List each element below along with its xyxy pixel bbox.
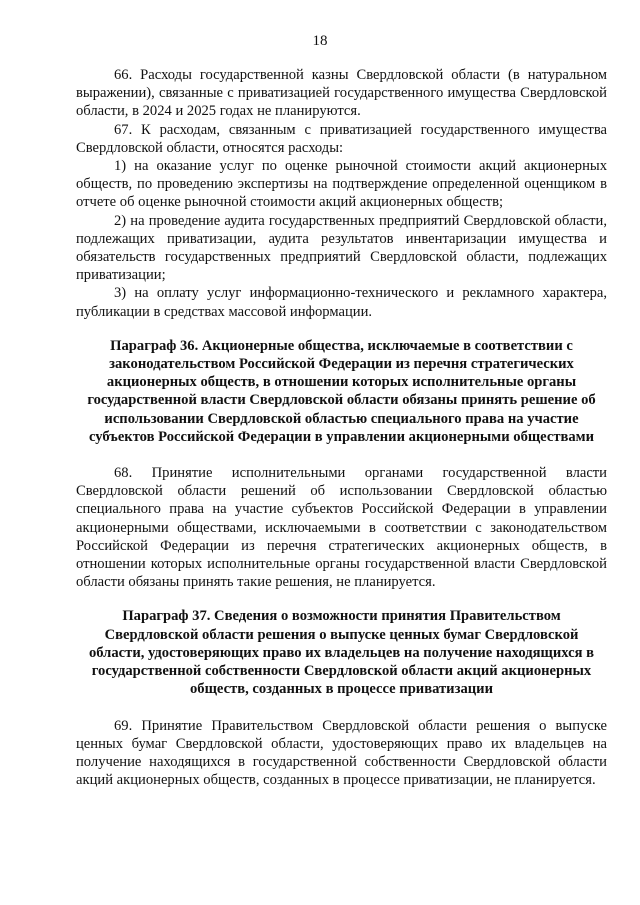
spacer <box>76 321 607 337</box>
paragraph-69: 69. Принятие Правительством Свердловской области решения о выпуске ценных бумаг Свердловской области, удостоверяющих право их владельцев на получение находящихся в государственной собственности Свердловской области акций акционерных обществ, созданных в процессе приватизации, не планируется. <box>76 717 607 789</box>
spacer <box>76 699 607 717</box>
spacer <box>76 446 607 464</box>
section-36-heading: Параграф 36. Акционерные общества, исключаемые в соответствии с законодательством Российской Федерации из перечня стратегических акционерных обществ, в отношении которых исполнительные органы государственной власти Свердловской области обязаны принять решение об использовании Свердловской областью специального права на участие субъектов Российской Федерации в управлении акционерными обществами <box>87 337 596 445</box>
paragraph-68: 68. Принятие исполнительными органами государственной власти Свердловской области решений об использовании Свердловской областью специального права на участие субъектов Российской Федерации в управлении акционерными обществами, исключаемыми в соответствии с законодательством Российской Федерации из перечня стратегических акционерных обществ, в отношении которых исполнительные органы государственной власти Свердловской области обязаны принять такие решения, не планируется. <box>76 465 607 591</box>
list-item-3: 3) на оплату услуг информационно-технического и рекламного характера, публикации в средствах массовой информации. <box>76 285 607 320</box>
document-body <box>76 66 607 789</box>
spacer <box>76 591 607 607</box>
list-item-2: 2) на проведение аудита государственных предприятий Свердловской области, подлежащих приватизации, аудита результатов инвентаризации имущества и обязательств государственных предприятий Свердловской области, подлежащих приватизации; <box>76 212 607 284</box>
paragraph-67: 67. К расходам, связанным с приватизацией государственного имущества Свердловской области, относятся расходы: <box>76 121 607 156</box>
page-number: 18 <box>312 33 328 49</box>
paragraph-66: 66. Расходы государственной казны Свердловской области (в натуральном выражении), связанные с приватизацией государственного имущества Свердловской области, в 2024 и 2025 годах не планируются. <box>76 67 607 120</box>
list-item-1: 1) на оказание услуг по оценке рыночной стоимости акций акционерных обществ, по проведению экспертизы на подтверждение определенной оценщиком в отчете об оценке рыночной стоимости акций акционерных обществ; <box>76 158 607 211</box>
section-37-heading: Параграф 37. Сведения о возможности принятия Правительством Свердловской области решения о выпуске ценных бумаг Свердловской области, удостоверяющих право их владельцев на получение находящихся в государственной собственности Свердловской области акций акционерных обществ, созданных в процессе приватизации <box>88 608 595 698</box>
